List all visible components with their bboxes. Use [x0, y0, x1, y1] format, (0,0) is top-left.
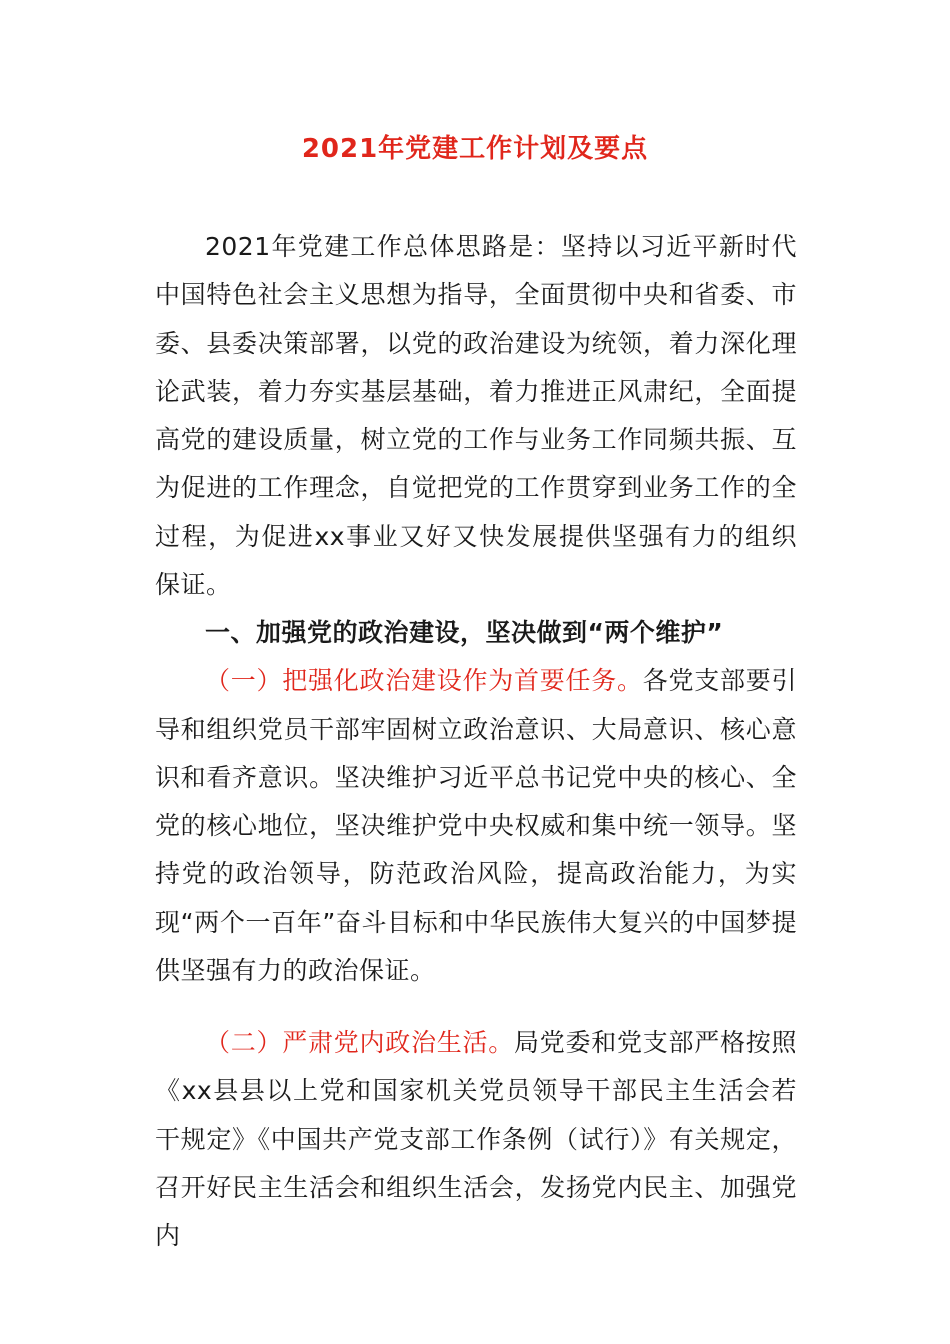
item-2-label: （二）严肃党内政治生活。 — [205, 1028, 514, 1057]
section-1 — [155, 609, 797, 995]
document-title: 2021年党建工作计划及要点 — [301, 134, 649, 164]
item-2-paragraph — [155, 1019, 797, 1260]
document-body — [155, 223, 797, 609]
section-1-item-2 — [155, 1019, 797, 1260]
item-2-text: 局党委和党支部严格按照《xx县县以上党和国家机关党员领导干部民主生活会若干规定》《中国共产党支部工作条例（试行）》有关规定，召开好民主生活会和组织生活会，发扬党内民主、加强党内 — [155, 1028, 797, 1251]
item-1-paragraph — [155, 657, 797, 995]
intro-paragraph: 2021年党建工作总体思路是：坚持以习近平新时代中国特色社会主义思想为指导，全面贯彻中央和省委、市委、县委决策部署，以党的政治建设为统领，着力深化理论武装，着力夯实基层基础，着力推进正风肃纪，全面提高党的建设质量，树立党的工作与业务工作同频共振、互为促进的工作理念，自觉把党的工作贯穿到业务工作的全过程，为促进xx事业又好又快发展提供坚强有力的组织保证。 — [155, 232, 797, 600]
item-1-text: 各党支部要引导和组织党员干部牢固树立政治意识、大局意识、核心意识和看齐意识。坚决维护习近平总书记党中央的核心、全党的核心地位，坚决维护党中央权威和集中统一领导。坚持党的政治领导，防范政治风险，提高政治能力，为实现“两个一百年”奋斗目标和中华民族伟大复兴的中国梦提供坚强有力的政治保证。 — [155, 666, 797, 986]
section-heading: 一、加强党的政治建设，坚决做到“两个维护” — [205, 618, 724, 647]
item-1-label: （一）把强化政治建设作为首要任务。 — [205, 666, 643, 696]
